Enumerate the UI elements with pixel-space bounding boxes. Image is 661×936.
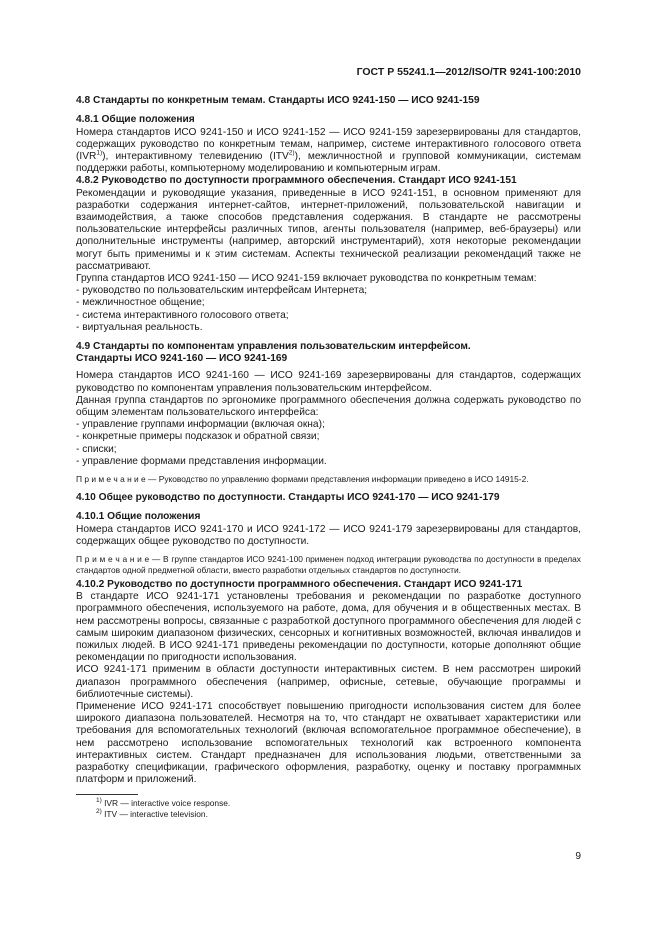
note-4-9: П р и м е ч а н и е — Руководство по управлению формами представления информации приведено в ИСО 14915-2. — [76, 474, 529, 485]
paragraph-4-10-2-a: В стандарте ИСО 9241-171 установлены требования и рекомендации по разработке доступного программного обеспечения, используемого на работе, дома, для обучения и в общественных местах. В нем рассмотрены вопросы, связанные с разработкой доступного программного обеспечения для людей с самым широким диапазоном физических, сенсорных и когнитивных возможностей, включая инвалидов и пожилых людей. В ИСО 9241-171 приведены рекомендации по доступности, которые дополняют общие рекомендации по пригодности использования. — [76, 591, 581, 664]
subsection-heading-4-10-1: 4.10.1 Общие положения — [76, 511, 201, 523]
list-item: - управление формами представления информации. — [76, 455, 327, 467]
paragraph-4-9-a: Номера стандартов ИСО 9241-160 — ИСО 9241-169 зарезервированы для стандартов, содержащих руководство по компонентам управления пользовательским интерфейсом. — [76, 370, 581, 394]
footnote-ref-2: 2) — [288, 149, 295, 157]
paragraph-4-10-2-c: Применение ИСО 9241-171 способствует повышению пригодности использования систем для более широкого диапазона пользователей. Несмотря на то, что стандарт не охватывает характеристики или требования для вспомогательных технологий (включая вспомогательное программное обеспечение), в нем рассмотрено использование вспомогательных технологий как встроенного компонента интерактивных систем. Стандарт предназначен для использования людьми, ответственными за разработку спецификации, графического оформления, разработку, оценку и поставку программных платформ и приложений. — [76, 700, 581, 786]
paragraph-4-8-2-a: Рекомендации и руководящие указания, приведенные в ИСО 9241-151, в основном применяют для разработки содержания интернет-сайтов, интернет-приложений, пользовательской навигации и взаимодействия, а также способов представления содержания. В стандарте не рассмотрены пользовательские интерфейсы различных типов, агенты пользователя (например, веб-браузеры) или дополнительные инструменты (например, авторский инструментарий), хотя некоторые рекомендации могут быть применимы и к этим системам. Аспекты технической реализации рекомендаций также не рассматривают. — [76, 187, 581, 272]
footnote-divider — [76, 794, 138, 795]
paragraph-4-9-b: Данная группа стандартов по эргономике программного обеспечения должна содержать руководство по общим элементам пользовательского интерфейса: — [76, 394, 581, 419]
document-header: ГОСТ Р 55241.1—2012/ISO/TR 9241-100:2010 — [356, 66, 581, 78]
footnote-1: $^{1)}$ IVR — interactive voice response. — [96, 797, 231, 809]
page-number: 9 — [575, 851, 581, 862]
paragraph-4-10-2-b: ИСО 9241-171 применим в области доступности интерактивных систем. В нем рассмотрен широкий диапазон программного обеспечения (например, офисные, сетевые, обучающие программы и библиотечные системы). — [76, 664, 581, 700]
list-item: - управление группами информации (включая окна); — [76, 419, 325, 431]
footnote-ref-1: 1) — [96, 149, 103, 157]
list-item: - межличностное общение; — [76, 297, 205, 309]
section-heading-4-8: 4.8 Стандарты по конкретным темам. Стандарты ИСО 9241-150 — ИСО 9241-159 — [76, 95, 480, 107]
section-heading-4-9-line1: 4.9 Стандарты по компонентам управления пользовательским интерфейсом. — [76, 341, 471, 353]
list-item: - руководство по пользовательским интерфейсам Интернета; — [76, 285, 368, 297]
footnote-2: $^{2)}$ ITV — interactive television. — [96, 808, 208, 819]
section-heading-4-10: 4.10 Общее руководство по доступности. Стандарты ИСО 9241-170 — ИСО 9241-179 — [76, 492, 500, 504]
subsection-heading-4-8-2: 4.8.2 Руководство по доступности программного обеспечения. Стандарт ИСО 9241-151 — [76, 175, 517, 187]
list-item: - конкретные примеры подсказок и обратной связи; — [76, 431, 320, 443]
list-item: - виртуальная реальность. — [76, 321, 203, 333]
section-heading-4-9-line2: Стандарты ИСО 9241-160 — ИСО 9241-169 — [76, 353, 288, 365]
note-4-10-1: П р и м е ч а н и е — В группе стандартов ИСО 9241-100 применен подход интеграции руководства по доступности в пределах стандартов одной предметной области, вместо разработки отдельных стандартов по доступности. — [76, 553, 581, 575]
subsection-heading-4-8-1: 4.8.1 Общие положения — [76, 114, 195, 126]
paragraph-4-8-2-b: Группа стандартов ИСО 9241-150 — ИСО 9241-159 включает руководства по конкретным темам: — [76, 273, 537, 285]
paragraph-4-10-1: Номера стандартов ИСО 9241-170 и ИСО 9241-172 — ИСО 9241-179 зарезервированы для стандартов, содержащих общее руководство по доступности. — [76, 523, 581, 547]
subsection-heading-4-10-2: 4.10.2 Руководство по доступности программного обеспечения. Стандарт ИСО 9241-171 — [76, 578, 523, 590]
list-item: - списки; — [76, 443, 117, 455]
list-item: - система интерактивного голосового ответа; — [76, 309, 289, 321]
paragraph-4-8-1: Номера стандартов ИСО 9241-150 и ИСО 9241-152 — ИСО 9241-159 зарезервированы для стандартов, содержащих руководство по конкретным темам, например, системе интерактивного голосового ответа (IVR$^{1)}$), интерактивному телевидению (ITV$^{2)}$), межличностной и групповой коммуникации, системам поддержки работы, компьютерному моделированию и компьютерным играм. — [76, 126, 581, 175]
